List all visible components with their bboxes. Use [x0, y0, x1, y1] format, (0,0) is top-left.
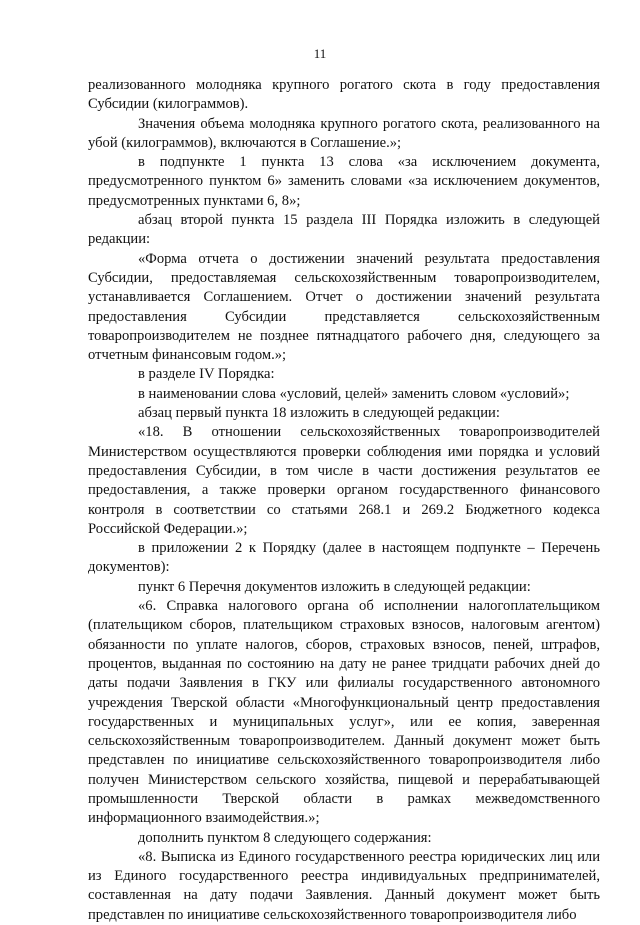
paragraph: в приложении 2 к Порядку (далее в настоящем подпункте – Перечень документов):	[88, 540, 600, 576]
paragraph: реализованного молодняка крупного рогатого скота в году предоставления Субсидии (килограммов).	[88, 77, 600, 113]
paragraph: в наименовании слова «условий, целей» заменить словом «условий»;	[138, 385, 570, 402]
document-body	[88, 76, 600, 925]
paragraph: в разделе IV Порядка:	[138, 366, 275, 383]
paragraph: «8. Выписка из Единого государственного реестра юридических лиц или из Единого государственного реестра индивидуальных предпринимателей, составленная на дату подачи Заявления. Данный документ может быть представлен по инициативе сельскохозяйственного товаропроизводителя либо	[88, 848, 600, 923]
paragraph: Значения объема молодняка крупного рогатого скота, реализованного на убой (килограммов), включаются в Соглашение.»;	[88, 115, 600, 151]
paragraph: абзац первый пункта 18 изложить в следующей редакции:	[138, 405, 500, 422]
paragraph: «Форма отчета о достижении значений результата предоставления Субсидии, предоставляемая сельскохозяйственным товаропроизводителем, устанавливается Соглашением. Отчет о достижении значений результата предоставления Субсидии представляется сельскохозяйственным товаропроизводителем не позднее пятнадцатого рабочего дня, следующего за отчетным финансовым годом.»;	[88, 250, 600, 364]
paragraph: дополнить пунктом 8 следующего содержания:	[138, 829, 432, 846]
paragraph: «18. В отношении сельскохозяйственных товаропроизводителей Министерством осуществляются проверки соблюдения ими порядка и условий предоставления Субсидии, в том числе в части достижения результатов ее предоставления, а также проверки органом государственного финансового контроля в соответствии со статьями 268.1 и 269.2 Бюджетного кодекса Российской Федерации.»;	[88, 424, 600, 537]
paragraph: в подпункте 1 пункта 13 слова «за исключением документа, предусмотренного пунктом 6» заменить словами «за исключением документов, предусмотренных пунктами 6, 8»;	[88, 154, 600, 209]
paragraph: пункт 6 Перечня документов изложить в следующей редакции:	[138, 578, 531, 595]
page-number: 11	[313, 46, 327, 61]
paragraph: абзац второй пункта 15 раздела III Порядка изложить в следующей редакции:	[88, 212, 600, 248]
paragraph: «6. Справка налогового органа об исполнении налогоплательщиком (плательщиком сборов, плательщиком страховых взносов, налоговым агентом) обязанности по уплате налогов, сборов, страховых взносов, пеней, штрафов, процентов, выданная по состоянию на дату не ранее тридцати рабочих дней до даты подачи Заявления в ГКУ или филиалы государственного автономного учреждения Тверской области «Многофункциональный центр предоставления государственных и муниципальных услуг», или ее копия, заверенная сельскохозяйственным товаропроизводителем. Данный документ может быть представлен по инициативе сельскохозяйственного товаропроизводителя либо получен Министерством сельского хозяйства, пищевой и перерабатывающей промышленности Тверской области в рамках межведомственного информационного взаимодействия.»;	[88, 598, 600, 827]
